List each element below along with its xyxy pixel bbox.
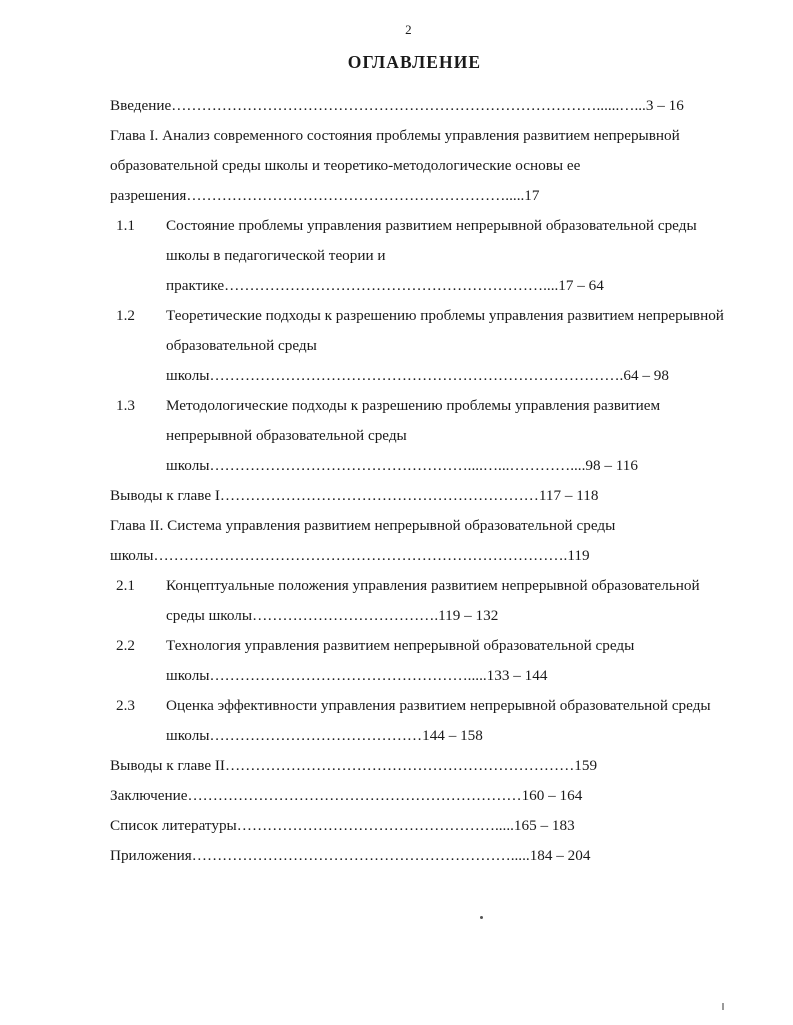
toc-entry-bibliography[interactable] — [110, 811, 730, 841]
toc-entry-2-1[interactable] — [110, 571, 730, 631]
toc-entry-text: Выводы к главе I — [110, 487, 220, 504]
toc-entry-text: Список литературы — [110, 817, 237, 834]
toc-entry-pages: 119 — [567, 547, 590, 564]
toc-leader-dots: ……………………………………………..... — [236, 817, 514, 834]
toc-entry-pages: 184 – 204 — [529, 847, 591, 864]
toc-entry-text: Концептуальные положения управления развитием непрерывной образовательной среды школы — [166, 577, 700, 624]
toc-entry-pages: 117 – 118 — [538, 487, 599, 504]
toc-entry-pages: 64 – 98 — [623, 367, 669, 384]
toc-entry-number: 1.2 — [116, 307, 135, 324]
toc-entry-text: Теоретические подходы к разрешению проблемы управления развитием непрерывной образовательной среды школы — [166, 307, 724, 384]
toc-entry-number: 1.1 — [116, 217, 135, 234]
toc-entry-pages: 144 – 158 — [422, 727, 483, 744]
toc-entry-text: Оценка эффективности управления развитием непрерывной образовательной среды школы — [166, 697, 711, 744]
toc-leader-dots: ………………………………………………………..... — [186, 187, 525, 204]
toc-entry-pages: 159 — [574, 757, 598, 774]
toc-entry-number: 1.3 — [116, 397, 135, 414]
toc-leader-dots: ……………………………………………....…...………….... — [209, 457, 586, 474]
toc-entry-1-2[interactable] — [110, 301, 730, 391]
toc-entry-pages: 17 — [524, 187, 540, 204]
toc-entry-chapter-1[interactable] — [110, 121, 730, 211]
toc-entry-text: Методологические подходы к разрешению проблемы управления развитием непрерывной образовательной среды школы — [166, 397, 661, 474]
toc-entry-appendices[interactable] — [110, 841, 730, 871]
toc-entry-text: Технология управления развитием непрерывной образовательной среды школы — [166, 637, 635, 684]
toc-entry-text: Введение — [110, 97, 172, 114]
table-of-contents — [110, 91, 730, 871]
toc-leader-dots: ………………………………. — [252, 607, 439, 624]
toc-entry-number: 2.1 — [116, 577, 135, 594]
toc-entry-pages: 119 – 132 — [438, 607, 499, 624]
toc-leader-dots: …………………………………… — [209, 727, 423, 744]
toc-entry-pages: 165 – 183 — [513, 817, 575, 834]
scan-artifact-dot — [480, 916, 483, 919]
toc-entry-pages: 3 – 16 — [645, 97, 684, 114]
toc-entry-text: Заключение — [110, 787, 188, 804]
toc-entry-1-1[interactable] — [110, 211, 730, 301]
toc-leader-dots: ……………………………………………………….... — [224, 277, 559, 294]
toc-entry-conclusions-chapter-1[interactable] — [110, 481, 730, 511]
scan-artifact-mark — [722, 1003, 724, 1010]
toc-entry-pages: 98 – 116 — [585, 457, 638, 474]
toc-entry-pages: 17 – 64 — [558, 277, 604, 294]
toc-entry-pages: 160 – 164 — [521, 787, 583, 804]
toc-entry-conclusion[interactable] — [110, 781, 730, 811]
toc-entry-2-3[interactable] — [110, 691, 730, 751]
toc-entry-chapter-2[interactable] — [110, 511, 730, 571]
toc-leader-dots: …………………………………………………………… — [224, 757, 575, 774]
toc-entry-introduction[interactable] — [110, 91, 730, 121]
toc-leader-dots: …………………………………………………………………………......…... — [171, 97, 646, 114]
page-number: 2 — [405, 22, 412, 37]
toc-leader-dots: ……………………………………………………… — [219, 487, 539, 504]
toc-leader-dots: ………………………………………………………..... — [191, 847, 530, 864]
toc-entry-pages: 133 – 144 — [486, 667, 548, 684]
toc-entry-text: Состояние проблемы управления развитием непрерывной образовательной среды школы в педагогической теории и практике — [166, 217, 697, 294]
toc-entry-2-2[interactable] — [110, 631, 730, 691]
toc-entry-text: Выводы к главе II — [110, 757, 225, 774]
toc-entry-text: Глава II. Система управления развитием непрерывной образовательной среды школы — [110, 517, 616, 564]
toc-leader-dots: ………………………………………………………………………. — [209, 367, 624, 384]
toc-leader-dots: ………………………………………………………………………. — [153, 547, 568, 564]
toc-entry-text: Глава I. Анализ современного состояния проблемы управления развитием непрерывной образовательной среды школы и теоретико-методологические основы ее разрешения — [110, 127, 680, 204]
toc-entry-number: 2.2 — [116, 637, 135, 654]
toc-leader-dots: ……………………………………………..... — [209, 667, 487, 684]
toc-leader-dots: ………………………………………………………… — [187, 787, 522, 804]
toc-entry-number: 2.3 — [116, 697, 135, 714]
toc-entry-conclusions-chapter-2[interactable] — [110, 751, 730, 781]
toc-entry-1-3[interactable] — [110, 391, 730, 481]
toc-entry-text: Приложения — [110, 847, 192, 864]
page-title: ОГЛАВЛЕНИЕ — [347, 52, 482, 72]
